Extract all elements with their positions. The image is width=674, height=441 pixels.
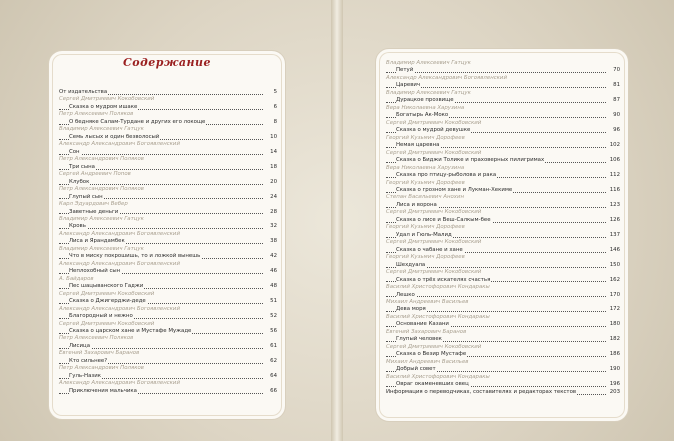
dot-leader — [386, 72, 606, 73]
toc-author — [59, 365, 277, 372]
author-name: Михаил Андреевич Васильев — [386, 299, 469, 305]
toc-author — [59, 141, 277, 148]
entry-title: Благородный и нежно — [69, 313, 133, 320]
toc-author — [386, 150, 620, 157]
page-number: 102 — [609, 142, 620, 149]
author-name: Сергей Дмитриевич Кокобовский — [386, 239, 482, 246]
toc-author — [386, 165, 620, 172]
toc-author — [386, 60, 620, 67]
entry-title: От издательства — [59, 89, 108, 95]
author-name: Александр Александрович Богоявленский — [59, 230, 180, 237]
toc-entry — [386, 262, 620, 269]
author-name: Владимир Алексеевич Гатцук — [386, 89, 471, 96]
page-number: 87 — [613, 97, 620, 104]
toc-entry — [386, 321, 620, 328]
author-name: Михаил Андреевич Васильев — [386, 358, 469, 365]
toc-entry — [386, 306, 620, 313]
toc-author — [59, 380, 277, 387]
page-number: 112 — [609, 172, 620, 179]
left-page — [48, 50, 286, 420]
entry-title: Гуль-Назик — [69, 372, 102, 379]
author-name: Степан Васильевич Анохин — [386, 194, 465, 201]
author-name: Александр Александрович Богоявленский — [59, 380, 180, 387]
entry-title: Глупый сын — [69, 193, 103, 200]
entry-title: Дурацкое прозвище — [396, 97, 454, 104]
toc-entry — [386, 142, 620, 149]
page-number: 24 — [270, 193, 277, 200]
toc-entry — [386, 112, 620, 119]
author-name: Евгений Захарович Баранов — [386, 328, 467, 335]
toc-author — [59, 186, 277, 193]
author-name: Карл Эдуардович Вебер — [59, 201, 128, 208]
toc-entry — [386, 292, 620, 299]
page-number: 10 — [270, 133, 277, 140]
page-number: 62 — [270, 357, 277, 364]
page-number: 172 — [609, 306, 620, 313]
author-name: Петр Александрович Поляков — [59, 186, 144, 193]
toc-author — [59, 96, 277, 103]
author-name: Георгий Кузьмич Дорофеев — [386, 179, 465, 186]
page-number: 116 — [609, 186, 620, 193]
author-name: Сергей Дмитриевич Кокобовский — [386, 343, 482, 350]
entry-title: Добрый совет — [396, 366, 436, 373]
toc-entry — [59, 209, 277, 216]
page-number: 106 — [609, 157, 620, 164]
entry-title: Кровь — [69, 223, 86, 230]
author-name: Сергей Дмитриевич Кокобовский — [386, 209, 482, 216]
page-number: 190 — [609, 366, 620, 373]
page-number: 196 — [609, 381, 620, 388]
page-number: 5 — [273, 89, 277, 95]
page-number: 137 — [609, 231, 620, 238]
page-number: 186 — [609, 351, 620, 358]
entry-title: Информация о переводчиках, составителях и редакторах текстов — [386, 388, 577, 395]
page-number: 20 — [270, 178, 277, 185]
page-number: 61 — [270, 342, 277, 349]
page-number: 146 — [609, 246, 620, 253]
toc-author — [59, 306, 277, 313]
page-number: 28 — [270, 208, 277, 215]
page-number: 182 — [609, 336, 620, 343]
entry-title: Удал и Гюль-Малид — [396, 231, 452, 238]
entry-title: Сказка о трёх искателях счастья — [396, 276, 491, 283]
toc-entry — [59, 313, 277, 320]
toc-list-left — [59, 89, 277, 395]
toc-author — [59, 126, 277, 133]
entry-title: Петуй — [396, 67, 414, 74]
page-number: 123 — [609, 201, 620, 208]
entry-title: Сон — [69, 148, 80, 155]
toc-author — [59, 201, 277, 208]
author-name: Петр Александрович Поляков — [59, 156, 144, 163]
toc-entry — [59, 223, 277, 230]
toc-entry — [386, 97, 620, 104]
dot-leader — [59, 154, 263, 155]
entry-title: Лешко — [396, 291, 415, 298]
entry-title: Сказка о мудрой девушке — [396, 127, 471, 134]
toc-author — [386, 209, 620, 216]
entry-title: Дева моря — [396, 306, 426, 313]
toc-entry — [386, 67, 620, 74]
entry-title: Шехдуала — [396, 261, 426, 268]
toc-entry — [386, 389, 620, 396]
author-name: Александр Александрович Богоявленский — [59, 305, 180, 312]
entry-title: Заветные деньги — [69, 208, 119, 215]
toc-author — [59, 171, 277, 178]
entry-title: Царевич — [396, 82, 421, 89]
toc-author — [59, 156, 277, 163]
entry-title: Неплохобный сын — [69, 268, 121, 275]
entry-title: Сказка о Биджи Толике и праховерных пилигримах — [396, 157, 545, 164]
toc-author — [59, 335, 277, 342]
author-name: Василий Христофорович Кондаракы — [386, 284, 490, 291]
entry-title: Сказка о чабане и хане — [396, 246, 463, 253]
page-number: 14 — [270, 148, 277, 155]
entry-title: Клубок — [69, 178, 90, 185]
toc-author — [386, 75, 620, 82]
page-number: 126 — [609, 216, 620, 223]
entry-title: Сказка о мудром ишаке — [69, 103, 138, 110]
entry-title: Овраг окаменевших овец — [396, 381, 469, 388]
author-name: Владимир Алексеевич Гатцук — [59, 215, 144, 222]
author-name: Сергей Дмитриевич Кокобовский — [59, 96, 155, 103]
entry-title: Три сына — [69, 163, 95, 170]
entry-title: Богатырь Ак-Моко — [396, 112, 449, 119]
author-name: Владимир Алексеевич Гатцук — [59, 126, 144, 133]
toc-entry — [386, 381, 620, 388]
author-name: Сергей Дмитриевич Кокобовский — [386, 269, 482, 276]
toc-entry — [386, 82, 620, 89]
author-name: Евгений Захарович Баранов — [59, 350, 140, 357]
toc-entry — [386, 351, 620, 358]
entry-title: Пес шацыванского Гаджи — [69, 283, 144, 290]
page-number: 180 — [609, 321, 620, 328]
right-page — [375, 48, 629, 422]
page-number: 6 — [273, 103, 277, 110]
author-name: Василий Христофорович Кондаракы — [386, 373, 490, 380]
toc-entry — [59, 268, 277, 275]
page-number: 18 — [270, 163, 277, 170]
toc-author — [59, 111, 277, 118]
page-number: 48 — [270, 283, 277, 290]
author-name: Александр Александрович Богоявленский — [59, 141, 180, 148]
toc-author — [386, 180, 620, 187]
author-name: Сергей Андреевич Попов — [59, 171, 131, 178]
page-number: 52 — [270, 313, 277, 320]
page-number: 66 — [270, 387, 277, 394]
author-name: Георгий Кузьмич Дорофеев — [386, 224, 465, 231]
page-number: 8 — [273, 118, 277, 125]
author-name: Сергей Дмитриевич Кокобовский — [59, 320, 155, 327]
entry-title: Немая царевна — [396, 142, 440, 149]
author-name: Александр Александрович Богоявленский — [59, 260, 180, 267]
entry-title: Лиса и ворона — [396, 201, 437, 208]
entry-title: О бедняке Салам-Турдане и других его локоще — [69, 118, 206, 125]
toc-entry — [386, 366, 620, 373]
toc-author — [386, 254, 620, 261]
dot-leader — [386, 296, 606, 297]
page-number: 162 — [609, 276, 620, 283]
dot-leader — [59, 228, 263, 229]
toc-heading: Содержание — [123, 56, 211, 69]
author-name: Георгий Кузьмич Дорофеев — [386, 134, 465, 141]
author-name: Сергей Дмитриевич Кокобовский — [59, 290, 155, 297]
entry-title: Сказка о грозном хане и Лукман-Хекиме — [396, 186, 513, 193]
page-number: 51 — [270, 298, 277, 305]
entry-title: Глупый человек — [396, 336, 442, 343]
toc-author — [386, 269, 620, 276]
author-name: Вера Николаевна Харузина — [386, 164, 465, 171]
author-name: Сергей Дмитриевич Кокобовский — [386, 119, 482, 126]
toc-author — [386, 239, 620, 246]
entry-title: Что в миску покрошишь, то и ложкой вынешь — [69, 253, 201, 260]
page-number: 32 — [270, 223, 277, 230]
entry-title: Сказка о лисе и Веш-Салкым-беe — [396, 216, 491, 223]
page-number: 96 — [613, 127, 620, 134]
page-number: 64 — [270, 372, 277, 379]
author-name: Георгий Кузьмич Дорофеев — [386, 254, 465, 261]
entry-title: Семь лысых и один безволосый — [69, 133, 160, 140]
entry-title: Лиса и Ярандамбек — [69, 238, 125, 245]
toc-entry — [59, 253, 277, 260]
book-spine — [331, 0, 343, 441]
toc-entry — [59, 238, 277, 245]
toc-author — [386, 224, 620, 231]
toc-entry — [59, 388, 277, 395]
page-number: 42 — [270, 253, 277, 260]
page-number: 46 — [270, 268, 277, 275]
entry-title: Сказка о Везир Мустафе — [396, 351, 467, 358]
page-number: 203 — [609, 388, 620, 395]
toc-author — [386, 194, 620, 201]
entry-title: Сказка про птицу-рыболова и рака — [396, 172, 497, 179]
toc-entry — [386, 172, 620, 179]
entry-title: Кто сильнее? — [69, 357, 108, 364]
toc-author — [386, 284, 620, 291]
author-name: Владимир Алексеевич Гатцук — [386, 60, 471, 66]
toc-entry — [59, 194, 277, 201]
page-number: 56 — [270, 328, 277, 334]
author-name: Петр Алексеевич Поляков — [59, 335, 134, 342]
toc-entry — [386, 157, 620, 164]
author-name: Петр Алексеевич Поляков — [59, 111, 134, 118]
author-name: Сергей Дмитриевич Кокобовский — [386, 149, 482, 156]
toc-list-right — [386, 60, 620, 396]
page-number: 81 — [613, 82, 620, 89]
entry-title: Основание Казани — [396, 321, 449, 328]
entry-title: Сказка о Джигерджи-деде — [69, 298, 146, 305]
entry-title: Сказка о царском хане и Мустафе Мужаде — [69, 328, 192, 334]
toc-author — [59, 216, 277, 223]
author-name: Петр Александрович Поляков — [59, 365, 144, 372]
author-name: Александр Александрович Богоявленский — [386, 74, 507, 81]
author-name: Владимир Алексеевич Гатцук — [59, 245, 144, 252]
toc-entry — [59, 283, 277, 290]
toc-author — [59, 321, 277, 328]
entry-title: Приключения мальчика — [69, 387, 137, 394]
page-number: 70 — [613, 67, 620, 74]
author-name: Василий Христофорович Кондаракы — [386, 313, 490, 320]
entry-title: Лисица — [69, 342, 90, 349]
author-name: Вера Николаевна Харузина — [386, 104, 465, 111]
page-number: 170 — [609, 291, 620, 298]
toc-entry — [386, 127, 620, 134]
toc-entry — [386, 277, 620, 284]
author-name: А. Байдаров — [59, 275, 94, 282]
page-number: 38 — [270, 238, 277, 245]
toc-entry — [59, 179, 277, 186]
page-number: 150 — [609, 261, 620, 268]
toc-author — [59, 350, 277, 357]
toc-author — [59, 291, 277, 298]
toc-entry — [59, 298, 277, 305]
toc-entry — [386, 336, 620, 343]
page-number: 90 — [613, 112, 620, 119]
